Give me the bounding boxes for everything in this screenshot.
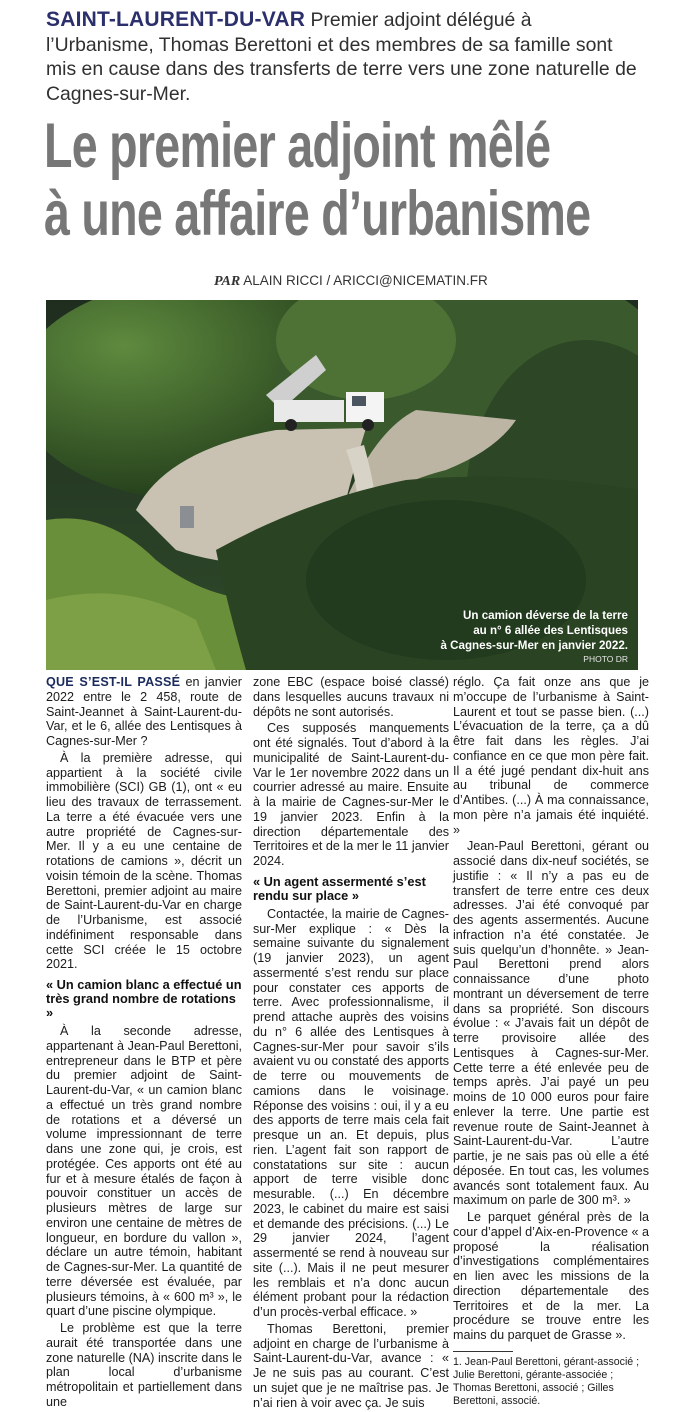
column-1 xyxy=(46,675,242,1412)
caption-line-3: à Cagnes-sur-Mer en janvier 2022. xyxy=(440,639,628,652)
paragraph: Le parquet général près de la cour d’appel d’Aix-en-Provence « a proposé la réalisation d’investigations complémentaires en lien avec les missions de la direction départementale des Territoires et de la mer. La procédure se trouve entre les mains du parquet de Grasse ». xyxy=(453,1210,650,1342)
byline-par: PAR xyxy=(214,274,241,289)
headline-line-2: à une affaire d’urbanisme xyxy=(44,179,591,249)
kicker xyxy=(46,8,642,106)
paragraph: zone EBC (espace boisé classé) dans lesquelles aucuns travaux ni dépôts ne sont autorisés. xyxy=(253,675,449,719)
headline xyxy=(44,111,591,249)
photo-credit: PHOTO DR xyxy=(583,654,628,664)
lead-in: QUE S’EST-IL PASSÉ xyxy=(46,675,181,689)
paragraph: Contactée, la mairie de Cagnes-sur-Mer explique : « Dès la semaine suivante du signalement (19 janvier 2023), un agent assermenté s’est rendu sur place pour constater ces apports de terre. Avec professionnalisme, il prend attache auprès des voisins du n° 6 allée des Lentisques à Cagnes-sur-Mer pour savoir s’ils avaient vu ou constaté des apports de terre ou mouvements de camions dans le voisinage. Réponse des voisins : oui, il y a eu des apports de terre mais cela fait presque un an. Et depuis, plus rien. L’agent fait son rapport de constatations sur site : aucun apport de terre visible donc mesurable. (...) En décembre 2023, le cabinet du maire est saisi et demande des précisions. (...) Le 29 janvier 2024, l’agent assermenté se rend à nouveau sur site (...). Mais il ne peut mesurer les remblais et n’a donc aucun élément probant pour la rédaction d’un procès-verbal efficace. » xyxy=(253,906,449,1319)
paragraph: À la seconde adresse, appartenant à Jean-Paul Berettoni, entrepreneur dans le BTP et père du premier adjoint de Saint-Laurent-du-Var, « un camion blanc a effectué un très grand nombre de rotations et a déversé un volume impressionnant de terre dans une zone qui, je crois, est protégée. Ces apports ont été au fur et à mesure étalés de façon à pouvoir constituer un accès de plusieurs mètres de large sur environ une centaine de mètres de longueur, en bordure du vallon », déclare un autre témoin, habitant de Cagnes-sur-Mer. La quantité de terre déversée est évaluée, par plusieurs témoins, à « 600 m³ », le quart d’une piscine olympique. xyxy=(46,1024,242,1319)
column-3 xyxy=(453,675,649,1408)
paragraph xyxy=(46,675,242,749)
subheading: « Un agent assermenté s’est rendu sur place » xyxy=(253,873,426,903)
article-photo xyxy=(46,300,638,670)
byline-author: ALAIN RICCI / ARICCI@NICEMATIN.FR xyxy=(243,273,488,288)
headline-line-1: Le premier adjoint mêlé xyxy=(44,111,551,181)
paragraph-text: en janvier 2022 entre le 2 458, route de Saint-Jeannet à Saint-Laurent-du-Var, et le 6, allée des Lentisques à Cagnes-sur-Mer ? xyxy=(46,675,242,748)
kicker-text: Premier adjoint délégué à l’Urbanisme, Thomas Berettoni et des membres de sa famille sont mis en cause dans des transferts de terre vers une zone naturelle de Cagnes-sur-Mer. xyxy=(46,9,637,105)
paragraph: réglo. Ça fait onze ans que je m’occupe de l’urbanisme à Saint-Laurent et tout se passe bien. (...) L’évacuation de la terre, ça a dû être fait dans les règles. J’ai confiance en ce que mon père fait. Il a été jugé pendant dix-huit ans au tribunal de commerce d’Antibes. (...) À ma connaissance, mon père n’a jamais été inquiété. » xyxy=(453,675,649,837)
byline xyxy=(214,273,488,290)
footnote: 1. Jean-Paul Berettoni, gérant-associé ; Julie Berettoni, gérante-associée ; Thomas Berettoni, associé ; Gilles Berettoni, associé. xyxy=(453,1355,640,1407)
column-2 xyxy=(253,675,449,1412)
caption-line-2: au n° 6 allée des Lentisques xyxy=(473,624,628,637)
paragraph: À la première adresse, qui appartient à la société civile immobilière (SCI) GB (1), ont « eu lieu des travaux de terrassement. La terre a été évacuée vers une autre propriété de Cagnes-sur-Mer. Il y a eu une centaine de rotations de camions », décrit un voisin témoin de la scène. Thomas Berettoni, premier adjoint au maire de Saint-Laurent-du-Var en charge de l’Urbanisme, est associé indéfiniment responsable dans cette SCI créée le 15 octobre 2021. xyxy=(46,750,242,972)
paragraph: Le problème est que la terre aurait été transportée dans une zone naturelle (NA) inscrite dans le plan local d’urbanisme métropolitain et partiellement dans une xyxy=(46,1321,242,1409)
paragraph: Ces supposés manquements ont été signalés. Tout d’abord à la municipalité de Saint-Laurent-du-Var le 1er novembre 2022 dans un courrier adressé au maire. Ensuite à la mairie de Cagnes-sur-Mer le 19 janvier 2023. Enfin à la direction départementale des Territoires et de la mer le 11 janvier 2024. xyxy=(253,721,449,868)
subheading: « Un camion blanc a effectué un très grand nombre de rotations » xyxy=(46,977,242,1020)
kicker-place: SAINT-LAURENT-DU-VAR xyxy=(46,8,306,31)
photo-caption xyxy=(440,608,628,653)
paragraph: Thomas Berettoni, premier adjoint en charge de l’urbanisme à Saint-Laurent-du-Var, avance : « Je ne suis pas au courant. C’est un sujet que je ne maîtrise pas. Je n’ai rien à voir avec ça. Je suis xyxy=(253,1321,449,1410)
paragraph: Jean-Paul Berettoni, gérant ou associé dans dix-neuf sociétés, se justifie : « Il n’y a pas eu de transfert de terre entre ces deux adresses. J’ai été convoqué par des agents assermentés. Aucune infraction n’a été constatée. Je suis quelqu’un d’honnête. » Jean-Paul Berettoni prend alors connaissance d’une photo montrant un déversement de terre dans sa propriété. Son discours évolue : « J’avais fait un dépôt de terre provisoire allée des Lentisques à Cagnes-sur-Mer. Cette terre a été enlevée peu de temps après. J’ai payé un peu moins de 10 000 euros pour faire enlever la terre. Une partie est revenue route de Saint-Jeannet à Saint-Laurent-du-Var. L’autre partie, je ne sais pas où elle a été déposée. En tout cas, les volumes avancés sont totalement faux. Au maximum on parle de 300 m³. » xyxy=(453,839,649,1208)
caption-line-1: Un camion déverse de la terre xyxy=(463,609,628,622)
